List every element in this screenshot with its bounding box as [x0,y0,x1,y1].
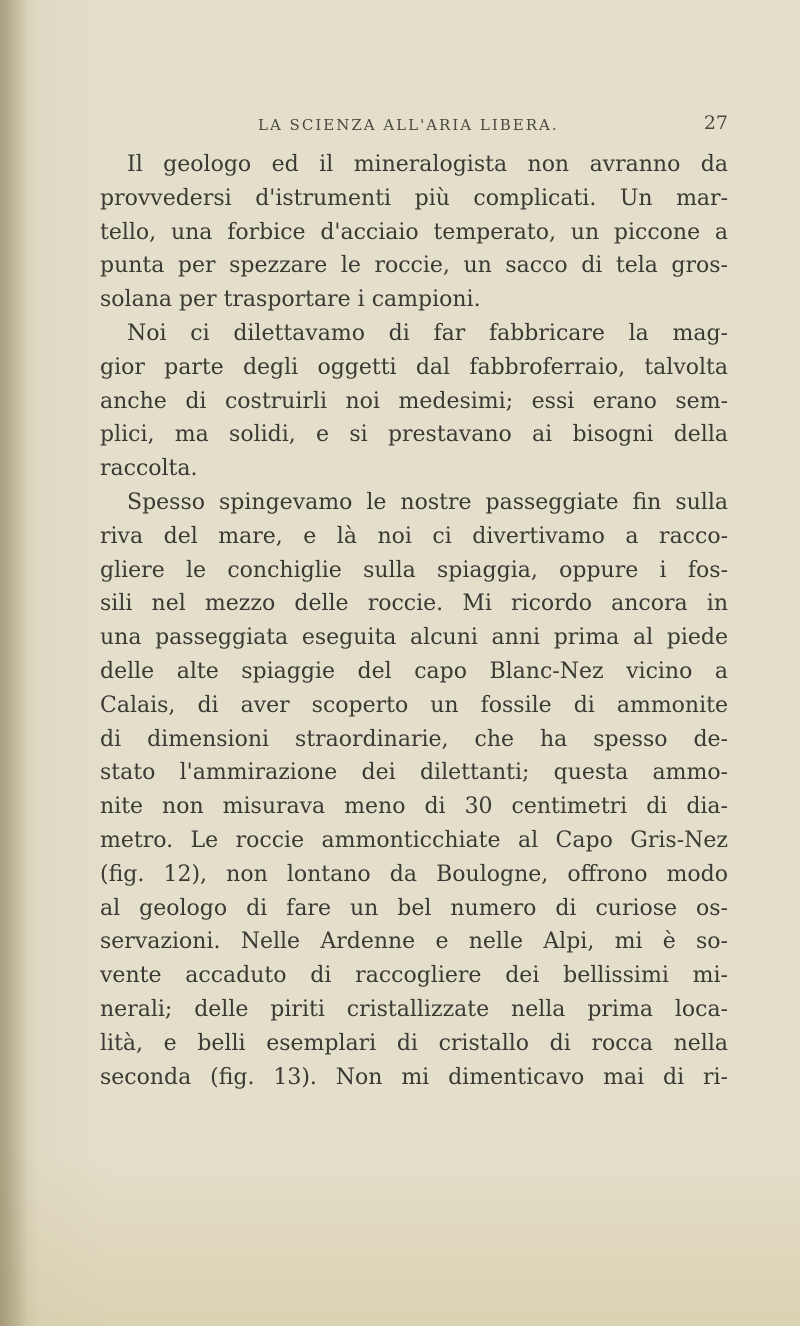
running-title: LA SCIENZA ALL'ARIA LIBERA. [258,116,559,134]
text-line: stato l'ammirazione dei dilettanti; questa ammo- [100,760,728,786]
text-line: seconda (fig. 13). Non mi dimenticavo mai di ri- [100,1064,728,1090]
text-line: nerali; delle piriti cristallizzate nella prima loca- [100,996,728,1022]
text-line: riva del mare, e là noi ci divertivamo a racco- [100,523,728,549]
running-header [258,112,728,138]
text-line: punta per spezzare le roccie, un sacco di tela gros- [100,253,728,279]
text-line: tello, una forbice d'acciaio temperato, un piccone a [100,219,728,245]
body-text [100,148,728,1094]
text-line: una passeggiata eseguita alcuni anni prima al piede [100,625,728,651]
text-line: plici, ma solidi, e si prestavano ai bisogni della [100,422,728,448]
text-line: sili nel mezzo delle roccie. Mi ricordo ancora in [100,591,728,617]
text-line: Spesso spingevamo le nostre passeggiate fin sulla [127,489,728,515]
text-line: metro. Le roccie ammonticchiate al Capo Gris-Nez [100,827,728,853]
text-line: gior parte degli oggetti dal fabbroferraio, talvolta [100,354,728,380]
text-line: Il geologo ed il mineralogista non avranno da [127,152,728,177]
page-binding-shadow [0,0,28,1326]
text-line: vente accaduto di raccogliere dei bellissimi mi- [100,963,728,989]
text-line: solana per trasportare i campioni. [100,287,481,313]
text-line: di dimensioni straordinarie, che ha spesso de- [100,726,728,752]
text-line: delle alte spiaggie del capo Blanc-Nez vicino a [100,658,728,684]
text-line: gliere le conchiglie sulla spiaggia, oppure i fos- [100,557,728,583]
page-number: 27 [703,112,728,134]
text-line: raccolta. [100,456,198,482]
text-line: al geologo di fare un bel numero di curiose os- [100,895,728,921]
text-line: servazioni. Nelle Ardenne e nelle Alpi, mi è so- [100,929,728,955]
text-line: Noi ci dilettavamo di far fabbricare la mag- [127,320,728,346]
text-line: nite non misurava meno di 30 centimetri di dia- [100,794,728,820]
text-line: anche di costruirli noi medesimi; essi erano sem- [100,388,728,414]
text-line: (fig. 12), non lontano da Boulogne, offrono modo [100,861,728,887]
text-line: lità, e belli esemplari di cristallo di rocca nella [100,1030,728,1056]
text-line: provvedersi d'istrumenti più complicati. Un mar- [100,185,728,211]
text-line: Calais, di aver scoperto un fossile di ammonite [100,692,728,718]
